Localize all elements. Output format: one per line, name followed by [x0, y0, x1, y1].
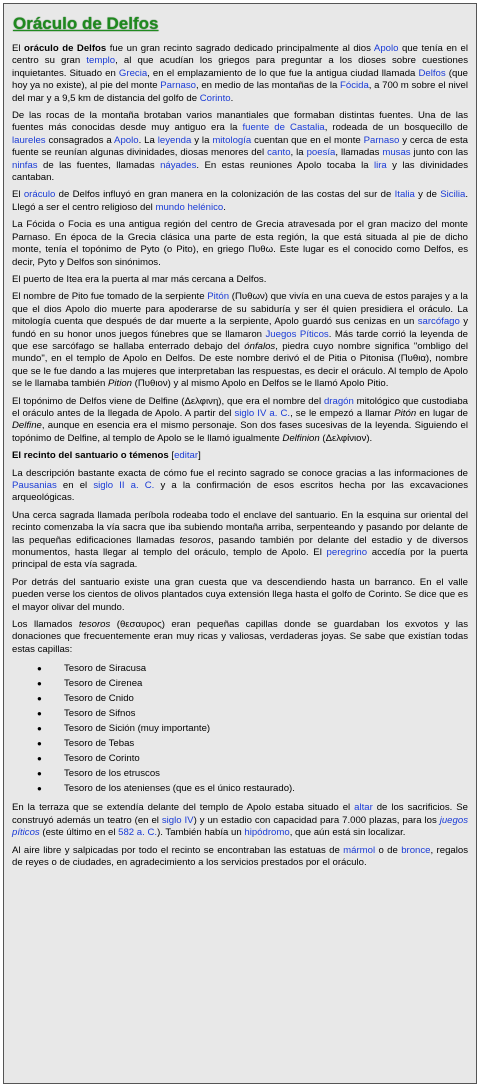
paragraph-olive-grove	[12, 577, 468, 614]
text-run: , en medio de las montañas de la	[196, 80, 340, 92]
bold-term: oráculo de Delfos	[24, 43, 107, 54]
text-run: , rodeada de un bosquecillo de	[324, 122, 468, 134]
article-body	[4, 4, 476, 869]
inline-link[interactable]: Parnaso	[363, 134, 400, 146]
list-item: ● Tesoro de Cirenea	[12, 676, 468, 691]
paragraph-tesoros	[12, 619, 468, 656]
text-run: en lugar de	[416, 407, 469, 419]
paragraph-focida	[12, 219, 468, 269]
inline-link[interactable]: lira	[373, 159, 387, 171]
inline-link[interactable]: altar	[354, 802, 373, 814]
text-run: (Πυθων) que vivía en una cueva de estos parajes y a la que el dios Apolo dio muerte para apoderarse de su sabiduría y ser él quien presidiera el oráculo. La mitología cuenta que después de dar muerte a la serpiente, Apolo guardó sus cenizas en un	[12, 291, 468, 328]
text-run: consagrados a	[45, 134, 115, 146]
italic-term: Pitón	[394, 407, 417, 419]
text-run: . Más tarde corrió la leyenda de que ese sarcófago se hallaba enterrado debajo del	[12, 328, 468, 352]
text-run: , en el emplazamiento de lo que fue la antigua ciudad llamada	[147, 67, 419, 79]
treasures-list	[12, 661, 468, 796]
inline-link[interactable]: musas	[382, 147, 411, 159]
inline-link[interactable]: hipódromo	[244, 827, 290, 839]
text-run: Los llamados	[12, 619, 79, 631]
text-run: , al que acudían los griegos para preguntar a los dioses sobre cuestiones inquietantes. Situado en	[12, 55, 468, 79]
inline-link[interactable]: juegos píticos	[12, 814, 468, 839]
paragraph-intro	[12, 43, 468, 105]
text-run: y a la confirmación de esos escritos hecha por las excavaciones arqueológicas.	[12, 480, 468, 504]
text-run: . En estas reuniones Apolo tocaba la	[196, 159, 374, 171]
inline-link[interactable]: Apolo	[373, 43, 399, 54]
text-run: (Πυθιον) y al mismo Apolo en Delfos se le llamó Apolo Pitio.	[132, 378, 389, 390]
text-run: . La	[138, 134, 158, 146]
text-run: El nombre de Pito fue tomado de la serpiente	[12, 291, 208, 303]
text-run: (Δελφίνιον).	[319, 432, 373, 444]
text-run: y fundó en su honor unos juegos fúnebres que se llamaron	[12, 316, 468, 340]
text-run: El puerto de Itea era la puerta al mar más cercana a Delfos.	[12, 273, 267, 285]
paragraph-castalia	[12, 110, 468, 184]
inline-link[interactable]: mármol	[343, 844, 376, 856]
paragraph-colonization	[12, 189, 468, 214]
italic-term: tesoros	[179, 534, 211, 546]
inline-link[interactable]: siglo II a. C.	[93, 480, 155, 491]
text-run: De las rocas de la montaña brotaban varios manantiales que formaban distintas fuentes. Una de las fuentes más conocidas desde muy antiguo era la	[12, 110, 468, 134]
text-run: cuentan que en el monte	[251, 134, 364, 146]
text-run: y cerca de esta fuente se reunían algunas divinidades, diosas menores del	[12, 134, 468, 159]
inline-link[interactable]: poesía	[306, 147, 336, 159]
section-heading	[12, 450, 468, 462]
text-run: de las fuentes, llamadas	[37, 159, 161, 171]
inline-link[interactable]: leyenda	[157, 134, 192, 146]
text-run: y la	[191, 134, 213, 146]
paragraph-piton	[12, 291, 468, 390]
inline-link[interactable]: canto	[267, 147, 291, 159]
inline-link[interactable]: templo	[86, 55, 116, 67]
text-run: . Llegó a ser el centro religioso del	[12, 189, 468, 213]
text-run: , que aún está sin localizar.	[289, 827, 406, 839]
text-run: , la	[290, 147, 307, 159]
inline-link[interactable]: Parnaso	[160, 80, 196, 92]
edit-bracket-open: [	[168, 450, 175, 462]
text-run: , aunque en esencia era el mismo personaje. Son dos fases sucesivas de la leyenda. Siguiendo el topónimo de Delfine, al templo de Apolo se le llamó igualmente	[12, 420, 468, 444]
inline-link[interactable]: dragón	[323, 395, 354, 407]
edit-section-link[interactable]: editar	[174, 450, 199, 462]
text-run: fue un gran recinto sagrado dedicado principalmente al dios	[106, 43, 374, 54]
text-run: El topónimo de Delfos viene de Delfine (Δελφινη), que era el nombre del	[12, 395, 324, 407]
edit-bracket-close: ]	[198, 450, 201, 462]
text-run: de Delfos influyó en gran manera en la colonización de las costas del sur de	[55, 189, 395, 201]
text-run: , regalos de reyes o de ciudades, en agradecimiento a los servicios prestados por el oráculo.	[12, 844, 469, 868]
article-title[interactable]: Oráculo de Delfos	[13, 14, 159, 33]
italic-term: tesoros	[78, 619, 111, 631]
inline-link[interactable]: Sicilia	[440, 189, 466, 201]
text-run: en el	[56, 480, 94, 491]
list-item: ● Tesoro de Sifnos	[12, 706, 468, 721]
text-run: ) y un estadio con capacidad para 7.000 plazas, para los	[193, 814, 440, 826]
inline-link[interactable]: ninfas	[12, 159, 38, 171]
list-item: ● Tesoro de Tebas	[12, 736, 468, 751]
text-run: Al aire libre y salpicadas por todo el recinto se encontraban las estatuas de	[12, 844, 344, 856]
paragraph-peribola	[12, 510, 468, 572]
text-run: accedía por la puerta principal de esta vía sagrada.	[12, 547, 468, 571]
paragraph-statues	[12, 845, 468, 870]
inline-link[interactable]: bronce	[401, 844, 431, 856]
inline-link[interactable]: Pitón	[207, 291, 230, 303]
text-run: .	[230, 92, 234, 104]
text-run: o de	[375, 844, 402, 856]
text-run: mitológico que custodiaba el oráculo antes de la llegada de Apolo. A partir del	[12, 395, 468, 419]
text-run: y de	[414, 189, 441, 201]
inline-link[interactable]: oráculo	[23, 189, 56, 201]
list-item: ● Tesoro de Corinto	[12, 751, 468, 766]
italic-term: ónfalos	[244, 340, 276, 352]
inline-link[interactable]: Apolo	[114, 134, 139, 146]
text-run: de los sacrificios. Se construyó además un teatro (en el	[12, 802, 468, 826]
list-item: ● Tesoro de los etruscos	[12, 766, 468, 781]
list-item: ● Tesoro de Sición (muy importante)	[12, 721, 468, 736]
inline-link[interactable]: fuente de Castalia	[242, 122, 325, 134]
text-run: (este último en el	[39, 827, 119, 839]
paragraph-delfine	[12, 396, 468, 446]
article-panel	[3, 3, 477, 1084]
inline-link[interactable]: sarcófago	[417, 316, 460, 328]
text-run: El	[12, 189, 24, 201]
list-item: ● Tesoro de Siracusa	[12, 661, 468, 676]
text-run: ). También había un	[157, 827, 245, 839]
text-run: En la terraza que se extendía delante del templo de Apolo estaba situado el	[12, 802, 355, 814]
list-item: ● Tesoro de los atenienses (que es el único restaurado).	[12, 781, 468, 796]
text-run: Una cerca sagrada llamada períbola rodeaba todo el enclave del santuario. En la esquina sur oriental del recinto comenzaba la vía sacra que iba subiendo montaña arriba, serpenteando y pasando por delante de las pequeñas edificaciones llamadas	[12, 509, 468, 546]
text-run: , piedra cuyo nombre significa "ombligo del mundo", en el templo de Apolo en Delfos. De este nombre derivó el de Pitia o Pitonisa (Πυθια), nombre que se le fue dando a las mujeres que interpretaban las respuestas, es decir el oráculo. Al templo de Apolo se le llamaba también	[12, 340, 468, 390]
section-heading-text: El recinto del santuario o témenos	[12, 450, 169, 462]
paragraph-itea	[12, 274, 468, 286]
inline-link[interactable]: náyades	[160, 159, 197, 171]
text-run: La descripción bastante exacta de cómo fue el recinto sagrado se conoce gracias a las informaciones de	[12, 467, 468, 479]
italic-term: Pition	[108, 378, 132, 390]
text-run: El	[12, 43, 25, 54]
inline-link[interactable]: Delfos	[418, 67, 446, 79]
inline-link[interactable]: laureles	[12, 134, 46, 146]
text-run: que tenía en el centro su gran	[12, 43, 468, 67]
text-run: Por detrás del santuario existe una gran cuesta que va descendiendo hasta un barranco. En el valle pueden verse los cientos de olivos plantados cuya extensión llega hasta el golfo de Corinto. Se dice que es el mayor olivar del mundo.	[12, 576, 468, 613]
inline-link[interactable]: siglo IV	[161, 814, 194, 826]
text-run: (que hoy ya no existe), al pie del monte	[12, 67, 468, 92]
text-run: , pasando también por delante del estadio y de diversos monumentos, hasta llegar al templo del oráculo, templo de Apolo. El	[12, 534, 468, 559]
text-run: , a 700 m sobre el nivel del mar y a 9,5 km de distancia del golfo de	[12, 80, 468, 104]
paragraph-terrace	[12, 802, 468, 839]
list-item: ● Tesoro de Cnido	[12, 691, 468, 706]
text-run: .	[223, 201, 226, 213]
text-run: , se le empezó a llamar	[290, 407, 395, 419]
italic-term: Delfine	[12, 420, 42, 432]
text-run: (θεσαυρος) eran pequeñas capillas donde se guardaban los exvotos y las donaciones que frecuentemente eran muy ricas y valiosas, verdaderas joyas. Se sabe que existían todas estas capillas:	[12, 619, 468, 655]
paragraph-pausanias	[12, 468, 468, 505]
inline-link[interactable]: Fócida	[340, 80, 369, 92]
inline-link[interactable]: Pausanias	[12, 480, 57, 491]
inline-link[interactable]: 582 a. C.	[118, 827, 158, 839]
text-run: y las divinidades cantaban.	[12, 159, 469, 184]
inline-link[interactable]: Italia	[394, 189, 415, 201]
text-run: , llamadas	[335, 147, 383, 159]
inline-link[interactable]: mundo helénico	[155, 201, 224, 213]
inline-link[interactable]: mitología	[212, 134, 252, 146]
text-run: La Fócida o Focia es una antigua región del centro de Grecia atravesada por el gran macizo del monte Parnaso. En época de la Grecia clásica una parte de esta región, la que está situada al pie de dicho monte, tenía el topónimo de Pyto (o Pito), en griego Πυθω. Este lugar es el conocido como Delfos, es decir, Pyto y Delfos son sinónimos.	[12, 219, 468, 268]
inline-link[interactable]: Corinto	[199, 92, 231, 104]
inline-link[interactable]: peregrino	[326, 547, 368, 559]
inline-link[interactable]: Juegos Píticos	[265, 328, 329, 340]
inline-link[interactable]: Grecia	[118, 67, 148, 79]
text-run: junto con las	[410, 147, 468, 159]
italic-term: Delfinion	[282, 432, 320, 444]
inline-link[interactable]: siglo IV a. C.	[234, 407, 291, 419]
